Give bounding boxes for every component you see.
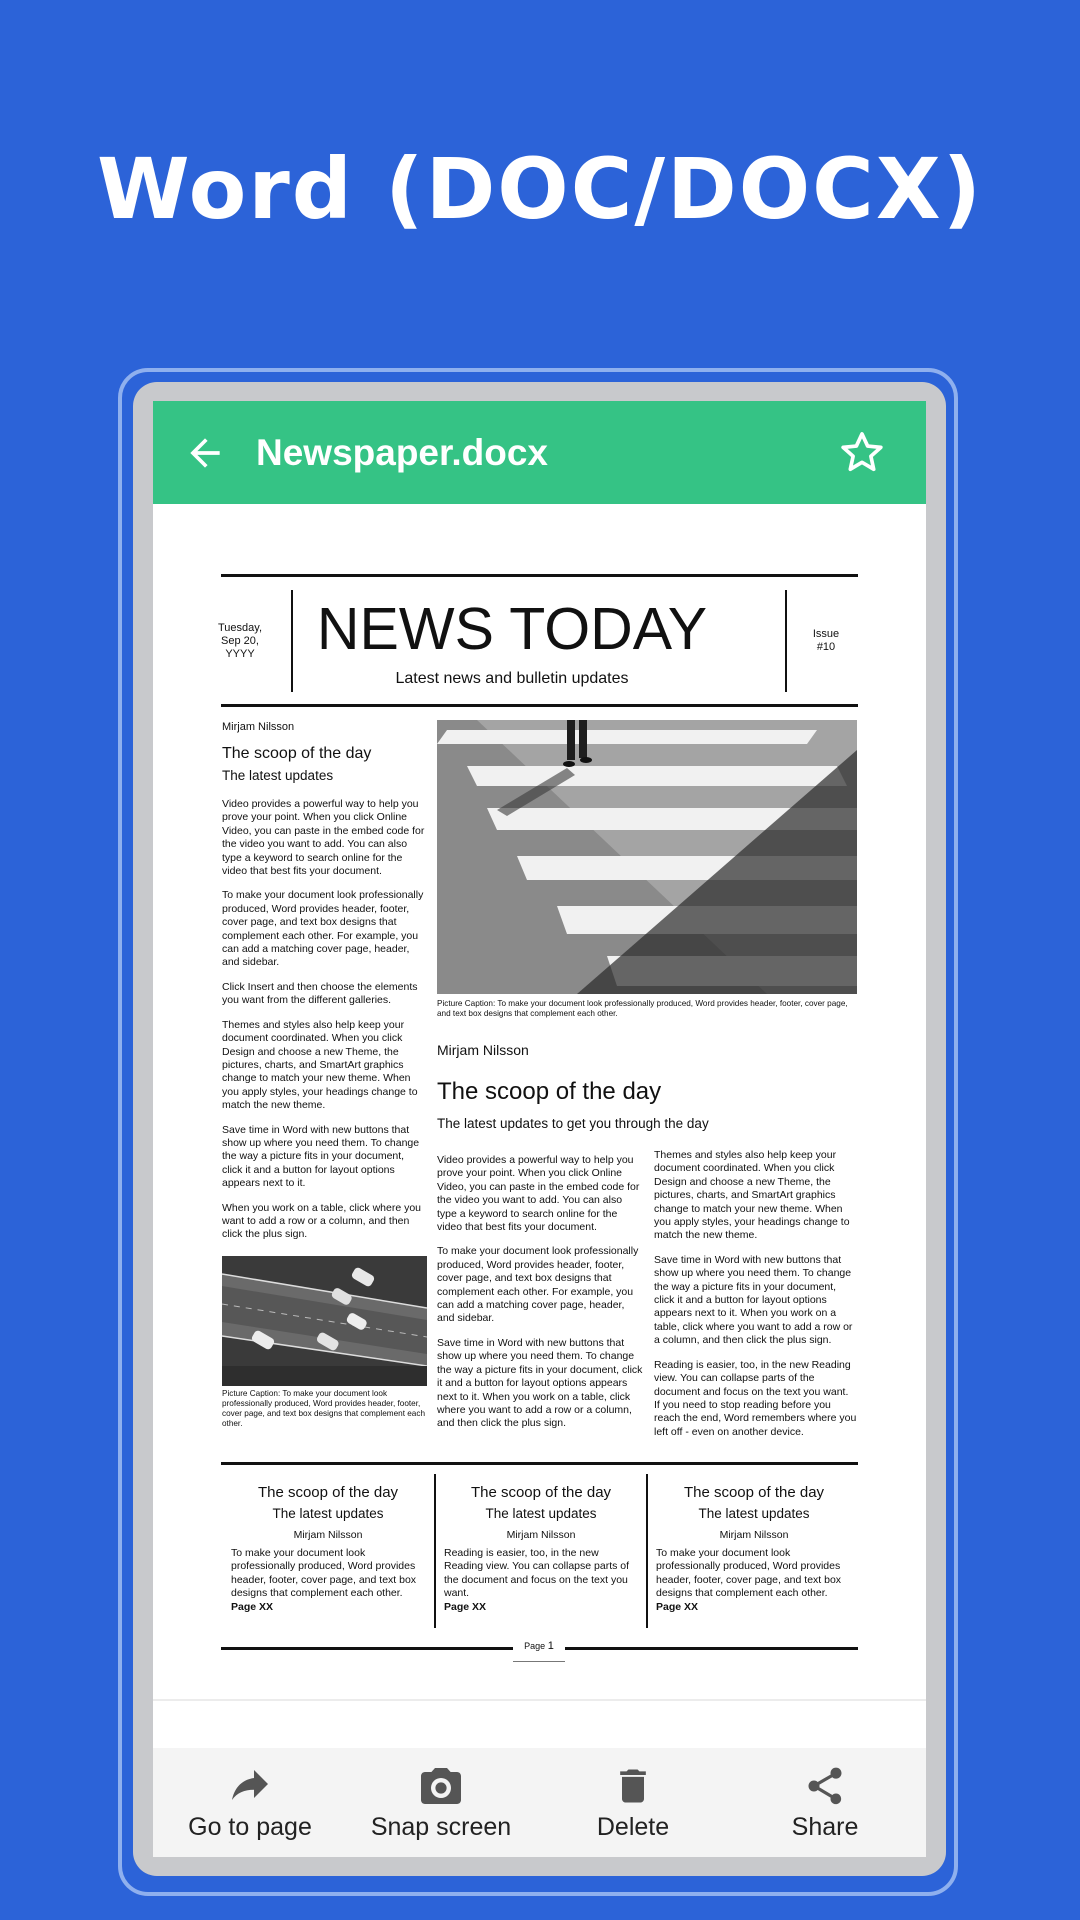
- masthead-tagline: Latest news and bulletin updates: [395, 670, 629, 687]
- main-paragraph: Themes and styles also help keep your document coordinated. When you click Design and choose a new Theme, the pictures, charts, and SmartArt graphics change to match your new theme. When you apply styles, your headings change to match the new theme.: [654, 1149, 850, 1242]
- main-column-1: [437, 1154, 643, 1442]
- bottom-body: To make your document look professionally produced, Word provides header, footer, cover page, and text box designs that complement each other.: [231, 1547, 417, 1600]
- page-number-underline: [513, 1661, 565, 1662]
- delete-label: Delete: [596, 1813, 670, 1841]
- bottom-action-bar: [153, 1748, 926, 1857]
- aerial-road-photo: [222, 1256, 427, 1386]
- promo-title: Word (DOC/DOCX): [97, 140, 983, 238]
- left-column: [222, 721, 425, 1253]
- left-paragraph: Click Insert and then choose the elements you want from the different galleries.: [222, 980, 418, 1007]
- masthead-divider-right: [785, 590, 787, 692]
- issue-box: [791, 628, 861, 654]
- main-column-2: [654, 1149, 857, 1450]
- main-paragraph: To make your document look professionally produced, Word provides header, footer, cover page, and text box designs that complement each other. For example, you can add a matching cover page, header, and sidebar.: [437, 1245, 639, 1325]
- left-photo-caption: Picture Caption: To make your document look professionally produced, Word provides header, footer, cover page, and text box designs that complement each other.: [222, 1389, 425, 1428]
- main-paragraph: Save time in Word with new buttons that show up where you need them. To change the way a picture fits in your document, click it and a button for layout options appears next to it. When you work on a table, click where you want to add a row or a column, and then click the plus sign.: [437, 1336, 643, 1430]
- snap-screen-label: Snap screen: [370, 1813, 512, 1841]
- left-paragraph: Themes and styles also help keep your document coordinated. When you click Design and choose a new Theme, the pictures, charts, and SmartArt graphics change to match your new theme. When you apply styles, your headings change to match the new theme.: [222, 1018, 418, 1112]
- go-to-page-button[interactable]: [155, 1748, 345, 1857]
- left-paragraph: To make your document look professionally produced, Word provides header, footer, cover page, and text box designs that complement each other. For example, you can add a matching cover page, header, and sidebar.: [222, 889, 424, 969]
- main-paragraph: Video provides a powerful way to help you prove your point. When you click Online Video, you can paste in the embed code for the video you want to add. You can also type a keyword to search online for the video that best fits your document.: [437, 1154, 640, 1234]
- masthead-bottom-rule: [221, 704, 858, 707]
- bottom-divider-1: [434, 1474, 436, 1628]
- bottom-headline: The scoop of the day: [683, 1484, 825, 1501]
- file-title: Newspaper.docx: [256, 432, 549, 473]
- date-box: [205, 622, 275, 661]
- left-paragraph: When you work on a table, click where you want to add a row or a column, and then click the plus sign.: [222, 1201, 422, 1241]
- back-arrow-icon[interactable]: [183, 431, 227, 475]
- bottom-author: Mirjam Nilsson: [293, 1529, 363, 1541]
- main-subhead: The latest updates to get you through the day: [437, 1116, 709, 1131]
- app-bar: [153, 401, 926, 504]
- bottom-story-2: [444, 1484, 638, 1614]
- left-paragraph: Save time in Word with new buttons that show up where you need them. To change the way a picture fits in your document, click it and a button for layout options appears next to it.: [222, 1123, 420, 1190]
- left-headline: The scoop of the day: [222, 745, 372, 762]
- bottom-story-1: [231, 1484, 425, 1614]
- footer-rule-left: [221, 1647, 513, 1650]
- footer-rule-right: [565, 1647, 858, 1650]
- date-weekday: Tuesday,: [217, 622, 263, 634]
- left-subhead: The latest updates: [222, 768, 334, 783]
- page-number-value: 1: [547, 1640, 554, 1652]
- bottom-body: Reading is easier, too, in the new Reading view. You can collapse parts of the document and focus on the text you want.: [444, 1547, 630, 1600]
- share-forward-icon: [226, 1762, 274, 1810]
- bottom-page: Page XX: [656, 1600, 699, 1613]
- bottom-subhead: The latest updates: [485, 1506, 597, 1521]
- bottom-author: Mirjam Nilsson: [506, 1529, 576, 1541]
- delete-button[interactable]: [537, 1748, 729, 1857]
- main-photo-caption: Picture Caption: To make your document look professionally produced, Word provides header, footer, cover page, and text box designs that complement each other.: [437, 999, 848, 1018]
- snap-screen-button[interactable]: [345, 1748, 537, 1857]
- date-day: Sep 20,: [221, 635, 259, 647]
- crosswalk-photo: [437, 720, 857, 994]
- go-to-page-label: Go to page: [188, 1813, 312, 1841]
- left-paragraph: Video provides a powerful way to help you prove your point. When you click Online Video, you can paste in the embed code for the video you want to add. You can also type a keyword to search online for the video that best fits your document.: [222, 798, 425, 878]
- camera-icon: [417, 1762, 465, 1810]
- issue-label: Issue: [812, 628, 840, 640]
- masthead-divider-left: [291, 590, 293, 692]
- masthead-title: NEWS TODAY: [316, 596, 708, 662]
- bottom-headline: The scoop of the day: [470, 1484, 612, 1501]
- main-paragraph: Save time in Word with new buttons that show up where you need them. To change the way a picture fits in your document, click it and a button for layout options appears next to it. When you work on a table, click where you want to add a row or a column, and then click the plus sign.: [654, 1253, 853, 1347]
- star-icon[interactable]: [836, 427, 888, 479]
- main-paragraph: Reading is easier, too, in the new Reading view. You can collapse parts of the document and focus on the text you want. If you need to stop reading before you reach the end, Word remembers where you left off - even on another device.: [654, 1358, 857, 1438]
- document-page[interactable]: [153, 504, 926, 1694]
- share-button[interactable]: [729, 1748, 921, 1857]
- left-author: Mirjam Nilsson: [222, 721, 295, 733]
- date-year: YYYY: [225, 648, 255, 660]
- bottom-divider-2: [646, 1474, 648, 1628]
- trash-icon: [611, 1762, 655, 1810]
- bottom-subhead: The latest updates: [698, 1506, 810, 1521]
- bottom-headline: The scoop of the day: [257, 1484, 399, 1501]
- share-label: Share: [791, 1813, 859, 1841]
- share-icon: [803, 1762, 847, 1810]
- main-author: Mirjam Nilsson: [437, 1042, 529, 1058]
- masthead-top-rule: [221, 574, 858, 577]
- page-separator: [153, 1699, 926, 1701]
- bottom-page: Page XX: [231, 1600, 274, 1613]
- bottom-author: Mirjam Nilsson: [719, 1529, 789, 1541]
- main-headline: The scoop of the day: [437, 1078, 662, 1105]
- issue-number: #10: [816, 641, 836, 653]
- page-label: Page: [524, 1641, 546, 1651]
- app-screen: [153, 401, 926, 1857]
- bottom-page: Page XX: [444, 1600, 487, 1613]
- bottom-strip-top-rule: [221, 1462, 858, 1465]
- bottom-story-3: [656, 1484, 852, 1614]
- bottom-subhead: The latest updates: [272, 1506, 384, 1521]
- bottom-body: To make your document look professionally produced, Word provides header, footer, cover page, and text box designs that complement each other.: [656, 1547, 842, 1600]
- page-number: [513, 1640, 565, 1652]
